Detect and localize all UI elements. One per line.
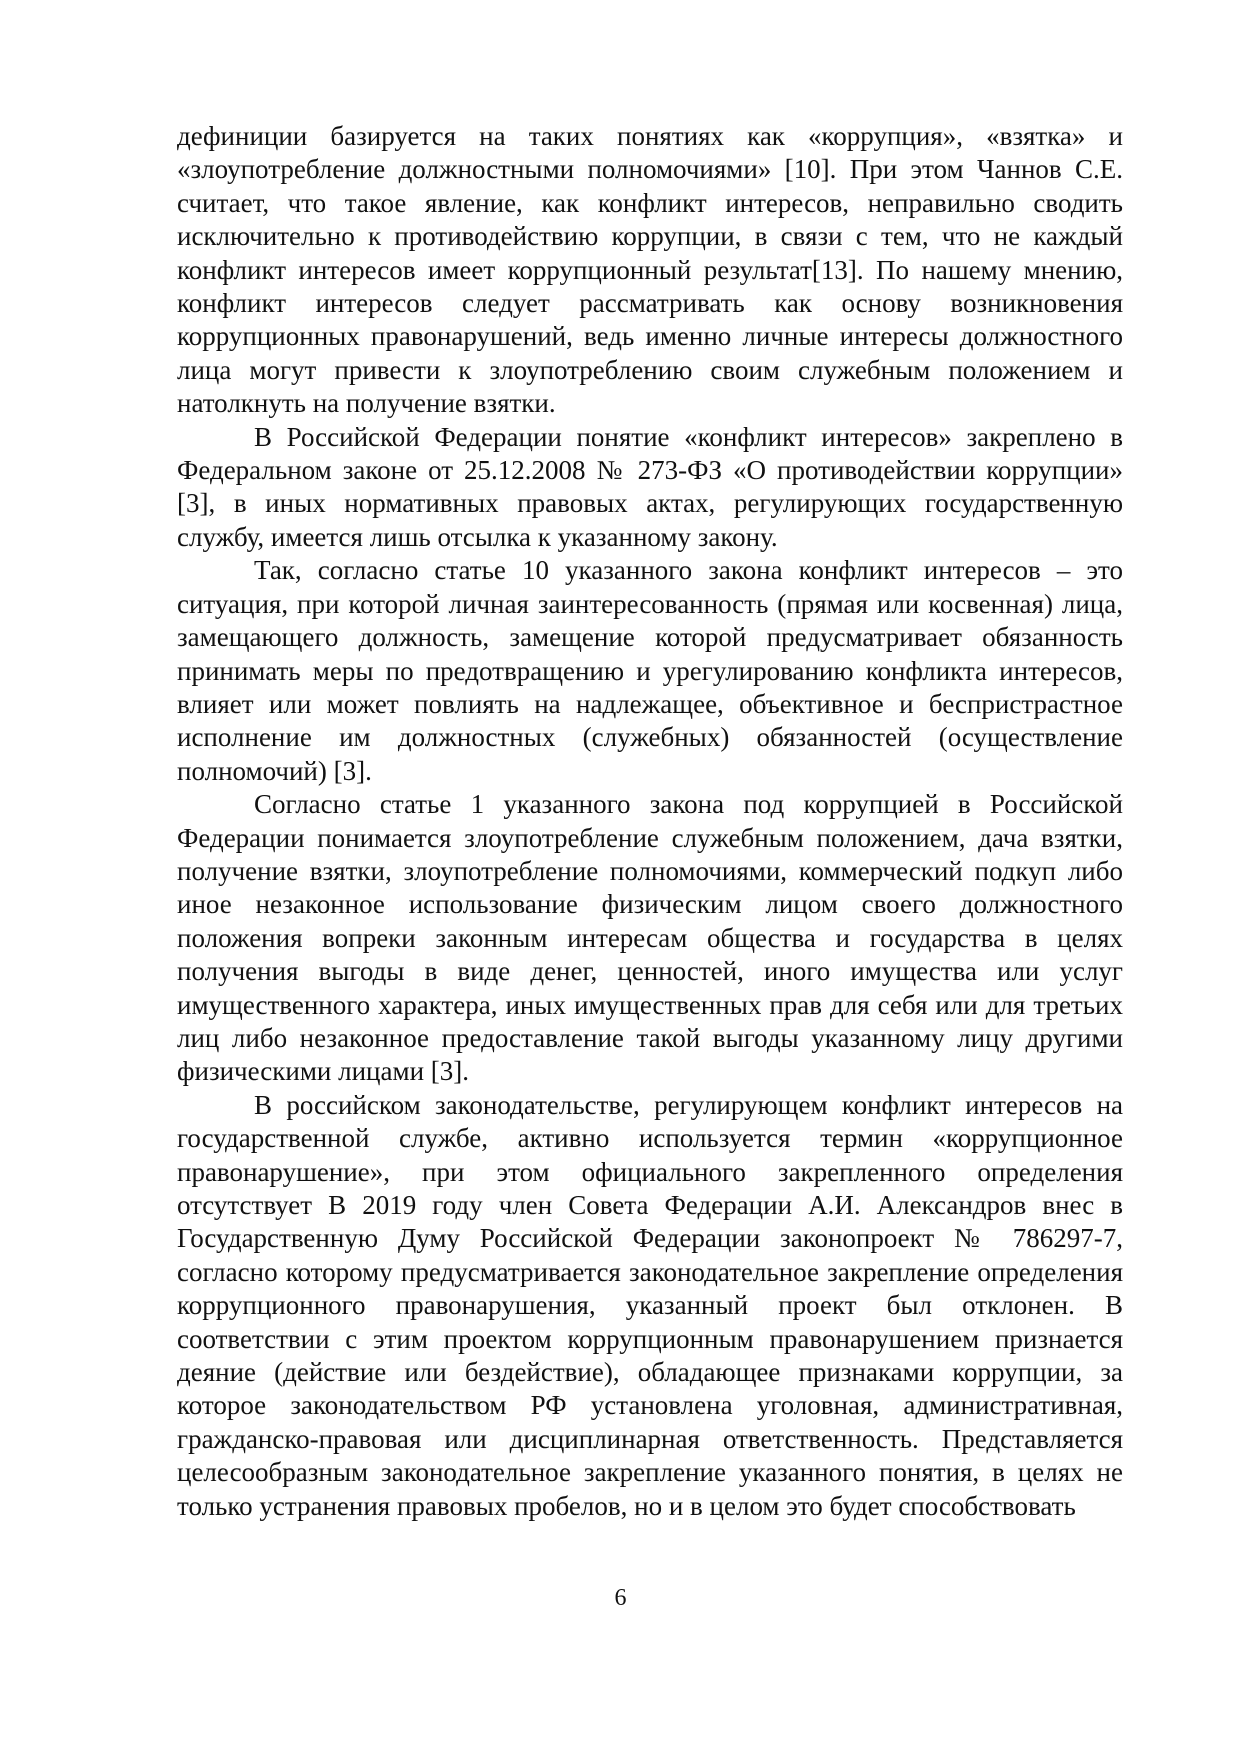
paragraph-continuation: дефиниции базируется на таких понятиях как «коррупция», «взятка» и «злоупотребление должностными полномочиями» [10]. При этом Чаннов С.Е. считает, что такое явление, как конфликт интересов, неправильно сводить исключительно к противодействию коррупции, в связи с тем, что не каждый конфликт интересов имеет коррупционный результат[13]. По нашему мнению, конфликт интересов следует рассматривать как основу возникновения коррупционных правонарушений, ведь именно личные интересы должностного лица могут привести к злоупотреблению своим служебным положением и натолкнуть на получение взятки. bbox=[177, 121, 1123, 419]
paragraph-article-1: Согласно статье 1 указанного закона под коррупцией в Российской Федерации понимается злоупотребление служебным положением, дача взятки, получение взятки, злоупотребление полномочиями, коммерческий подкуп либо иное незаконное использование физическим лицом своего должностного положения вопреки законным интересам общества и государства в целях получения выгоды в виде денег, ценностей, иного имущества или услуг имущественного характера, иных имущественных прав для себя или для третьих лиц либо незаконное предоставление такой выгоды указанному лицу другими физическими лицами [3]. bbox=[177, 789, 1123, 1087]
paragraph-article-10: Так, согласно статье 10 указанного закона конфликт интересов – это ситуация, при которой личная заинтересованность (прямая или косвенная) лица, замещающего должность, замещение которой предусматривает обязанность принимать меры по предотвращению и урегулированию конфликта интересов, влияет или может повлиять на надлежащее, объективное и беспристрастное исполнение им должностных (служебных) обязанностей (осуществление полномочий) [3]. bbox=[177, 555, 1123, 786]
body-text bbox=[177, 120, 1123, 1523]
page-number: 6 bbox=[614, 1585, 627, 1611]
paragraph-conflict-of-interest-definition: В Российской Федерации понятие «конфликт интересов» закреплено в Федеральном законе от 25.12.2008 № 273-ФЗ «О противодействии коррупции» [3], в иных нормативных правовых актах, регулирующих государственную службу, имеется лишь отсылка к указанному закону. bbox=[177, 421, 1123, 552]
paragraph-corruption-offense: В российском законодательстве, регулирующем конфликт интересов на государственной службе, активно используется термин «коррупционное правонарушение», при этом официального закрепленного определения отсутствует В 2019 году член Совета Федерации А.И. Александров внес в Государственную Думу Российской Федерации законопроект № 786297-7, согласно которому предусматривается законодательное закрепление определения коррупционного правонарушения, указанный проект был отклонен. В соответствии с этим проектом коррупционным правонарушением признается деяние (действие или бездействие), обладающее признаками коррупции, за которое законодательством РФ установлена уголовная, административная, гражданско-правовая или дисциплинарная ответственность. Представляется целесообразным законодательное закрепление указанного понятия, в целях не только устранения правовых пробелов, но и в целом это будет способствовать bbox=[177, 1089, 1123, 1521]
